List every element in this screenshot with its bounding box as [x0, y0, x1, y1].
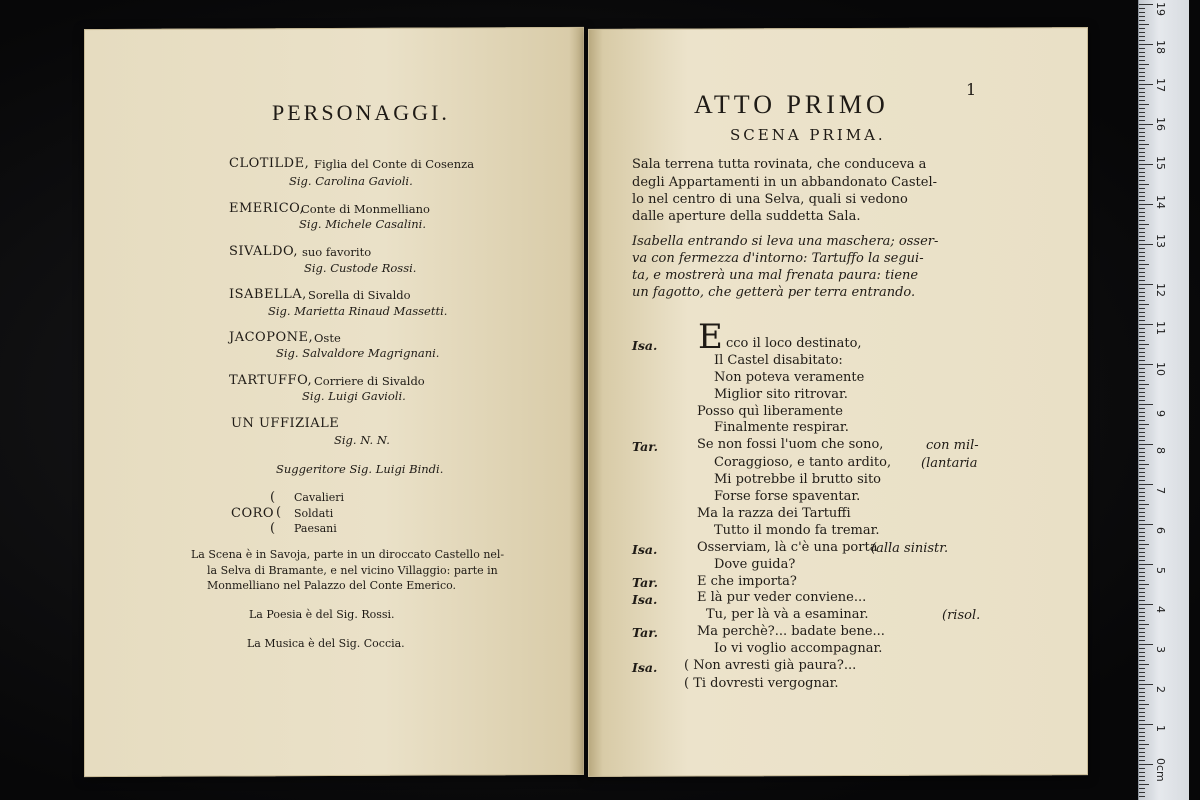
ruler-tick [1139, 712, 1145, 713]
personaggi-title: PERSONAGGI. [272, 100, 450, 125]
ruler-tick [1139, 524, 1153, 525]
ruler-tick [1139, 8, 1145, 9]
speaker-label: Isa. [632, 338, 658, 353]
ruler-tick [1139, 428, 1145, 429]
ruler-label: 10 [1154, 362, 1167, 376]
ruler-tick [1139, 788, 1145, 789]
verse-line: cco il loco destinato, [726, 336, 862, 351]
ruler-label: 0cm [1154, 758, 1167, 782]
ruler-tick [1139, 492, 1145, 493]
character-actor: Sig. Carolina Gavioli. [289, 174, 413, 188]
ruler-tick [1139, 100, 1145, 101]
setting-line: lo nel centro di una Selva, quali si vedono [632, 192, 908, 207]
ruler-tick [1139, 96, 1145, 97]
verse-line: Tutto il mondo fa tremar. [714, 523, 880, 538]
ruler-tick [1139, 276, 1145, 277]
ruler-tick [1139, 184, 1149, 185]
ruler-tick [1139, 684, 1153, 685]
verse-line: Non poteva veramente [714, 370, 865, 385]
ruler-tick [1139, 268, 1145, 269]
aside-note: (risol. [942, 608, 981, 623]
speaker-label: Isa. [632, 660, 658, 675]
ruler-tick [1139, 728, 1145, 729]
coro-item: Paesani [294, 522, 337, 535]
ruler-tick [1139, 296, 1145, 297]
verse-line: Io vi voglio accompagnar. [714, 641, 883, 656]
ruler-tick [1139, 360, 1145, 361]
ruler-tick [1139, 116, 1145, 117]
ruler-tick [1139, 252, 1145, 253]
setting-line: Sala terrena tutta rovinata, che conduceva a [632, 157, 927, 172]
ruler-label: 13 [1154, 234, 1167, 248]
ruler-label: 9 [1154, 410, 1167, 417]
ruler-tick [1139, 256, 1145, 257]
ruler-tick [1139, 112, 1145, 113]
ruler-tick [1139, 536, 1145, 537]
ruler-tick [1139, 628, 1145, 629]
ruler-tick [1139, 200, 1145, 201]
ruler-tick [1139, 104, 1149, 105]
ruler-tick [1139, 792, 1145, 793]
ruler-tick [1139, 344, 1149, 345]
ruler-tick [1139, 748, 1145, 749]
ruler-tick [1139, 512, 1145, 513]
ruler-tick [1139, 564, 1153, 565]
ruler-tick [1139, 752, 1145, 753]
ruler-label: 12 [1154, 283, 1167, 297]
speaker-label: Tar. [632, 575, 658, 590]
ruler-tick [1139, 704, 1149, 705]
setting-line: degli Appartamenti in un abbandonato Castel- [632, 175, 938, 190]
scene-line: La Scena è in Savoja, parte in un diroccato Castello nel- [191, 548, 505, 561]
ruler-tick [1139, 240, 1145, 241]
ruler-tick [1139, 620, 1145, 621]
verse-line: Ma la razza dei Tartuffi [697, 506, 851, 521]
ruler-tick [1139, 572, 1145, 573]
ruler-label: 16 [1154, 117, 1167, 131]
verse-line: Finalmente respirar. [714, 420, 849, 435]
ruler-tick [1139, 716, 1145, 717]
ruler-tick [1139, 624, 1149, 625]
character-name: CLOTILDE, [229, 156, 310, 171]
ruler-tick [1139, 124, 1153, 125]
ruler-tick [1139, 308, 1145, 309]
ruler-tick [1139, 220, 1145, 221]
character-actor: Sig. Luigi Gavioli. [302, 389, 406, 403]
ruler-tick [1139, 32, 1145, 33]
ruler-tick [1139, 732, 1145, 733]
verse-line: Ma perchè?... badate bene... [697, 624, 885, 639]
ruler-label: 19 [1154, 2, 1167, 16]
ruler-tick [1139, 740, 1145, 741]
character-role: Conte di Monmelliano [301, 202, 430, 216]
ruler-tick [1139, 316, 1145, 317]
ruler-tick [1139, 332, 1145, 333]
ruler-tick [1139, 76, 1145, 77]
ruler-tick [1139, 436, 1145, 437]
ruler-tick [1139, 292, 1145, 293]
ruler-tick [1139, 172, 1145, 173]
atto-title: ATTO PRIMO [694, 90, 889, 119]
ruler-tick [1139, 196, 1145, 197]
ruler-tick [1139, 140, 1145, 141]
character-role: Sorella di Sivaldo [308, 288, 411, 302]
ruler-label: 7 [1154, 487, 1167, 494]
ruler-tick [1139, 592, 1145, 593]
coro-item: Soldati [294, 507, 334, 520]
character-role: suo favorito [302, 245, 372, 259]
scene-line: Monmelliano nel Palazzo del Conte Emerico. [207, 579, 457, 592]
character-name: TARTUFFO, [229, 373, 313, 388]
ruler-tick [1139, 488, 1145, 489]
ruler-tick [1139, 208, 1145, 209]
ruler-tick [1139, 664, 1149, 665]
ruler-tick [1139, 24, 1149, 25]
verse-line: Miglior sito ritrovar. [714, 387, 848, 402]
poesia-credit: La Poesia è del Sig. Rossi. [249, 608, 395, 621]
ruler-tick [1139, 552, 1145, 553]
drop-cap: E [698, 317, 723, 357]
measuring-ruler [1138, 0, 1189, 800]
ruler-tick [1139, 72, 1145, 73]
ruler-tick [1139, 456, 1145, 457]
ruler-label: 11 [1154, 321, 1167, 335]
ruler-tick [1139, 212, 1145, 213]
character-name: JACOPONE, [229, 330, 314, 345]
ruler-label: 4 [1154, 606, 1167, 613]
ruler-tick [1139, 364, 1153, 365]
ruler-tick [1139, 468, 1145, 469]
ruler-tick [1139, 632, 1145, 633]
ruler-tick [1139, 52, 1145, 53]
character-actor: Sig. Marietta Rinaud Massetti. [268, 304, 448, 318]
ruler-tick [1139, 204, 1153, 205]
ruler-label: 18 [1154, 40, 1167, 54]
ruler-tick [1139, 548, 1145, 549]
ruler-tick [1139, 460, 1145, 461]
ruler-tick [1139, 16, 1145, 17]
ruler-tick [1139, 776, 1145, 777]
ruler-tick [1139, 148, 1145, 149]
ruler-tick [1139, 300, 1145, 301]
speaker-label: Tar. [632, 625, 658, 640]
ruler-tick [1139, 48, 1145, 49]
ruler-tick [1139, 348, 1145, 349]
ruler-tick [1139, 396, 1145, 397]
ruler-tick [1139, 136, 1145, 137]
ruler-tick [1139, 604, 1153, 605]
ruler-tick [1139, 644, 1153, 645]
ruler-tick [1139, 12, 1145, 13]
ruler-tick [1139, 28, 1145, 29]
ruler-tick [1139, 284, 1153, 285]
ruler-tick [1139, 680, 1145, 681]
ruler-tick [1139, 236, 1145, 237]
stage-line: un fagotto, che getterà per terra entrando. [632, 285, 916, 300]
ruler-tick [1139, 452, 1145, 453]
ruler-tick [1139, 272, 1145, 273]
ruler-tick [1139, 60, 1145, 61]
verse-line: Osserviam, là c'è una porta [697, 540, 878, 555]
ruler-tick [1139, 248, 1145, 249]
ruler-tick [1139, 480, 1145, 481]
ruler-label: 14 [1154, 195, 1167, 209]
ruler-tick [1139, 768, 1145, 769]
ruler-tick [1139, 88, 1145, 89]
aside-note: (lantaria [921, 456, 978, 471]
ruler-tick [1139, 36, 1145, 37]
ruler-tick [1139, 556, 1145, 557]
character-name: UN UFFIZIALE [231, 416, 340, 431]
ruler-label: 6 [1154, 527, 1167, 534]
ruler-tick [1139, 636, 1145, 637]
ruler-tick [1139, 264, 1149, 265]
ruler-tick [1139, 120, 1145, 121]
ruler-tick [1139, 756, 1145, 757]
ruler-tick [1139, 544, 1149, 545]
ruler-label: 3 [1154, 646, 1167, 653]
ruler-tick [1139, 416, 1145, 417]
verse-line: Dove guida? [714, 557, 796, 572]
ruler-tick [1139, 640, 1145, 641]
speaker-label: Isa. [632, 542, 658, 557]
ruler-tick [1139, 192, 1145, 193]
character-name: EMERICO, [229, 201, 305, 216]
verse-line: E là pur veder conviene... [697, 590, 867, 605]
ruler-tick [1139, 376, 1145, 377]
ruler-tick [1139, 216, 1145, 217]
ruler-tick [1139, 260, 1145, 261]
ruler-tick [1139, 696, 1145, 697]
ruler-tick [1139, 676, 1145, 677]
ruler-tick [1139, 796, 1145, 797]
ruler-tick [1139, 588, 1145, 589]
ruler-tick [1139, 144, 1149, 145]
ruler-label: 15 [1154, 156, 1167, 170]
ruler-tick [1139, 156, 1145, 157]
ruler-tick [1139, 164, 1153, 165]
ruler-tick [1139, 280, 1145, 281]
character-role: Corriere di Sivaldo [314, 374, 425, 388]
ruler-label: 8 [1154, 447, 1167, 454]
ruler-tick [1139, 328, 1145, 329]
ruler-tick [1139, 484, 1153, 485]
ruler-tick [1139, 56, 1145, 57]
ruler-tick [1139, 500, 1145, 501]
ruler-tick [1139, 652, 1145, 653]
brace-icon: ( [270, 521, 276, 536]
ruler-tick [1139, 424, 1149, 425]
ruler-tick [1139, 128, 1145, 129]
ruler-tick [1139, 340, 1145, 341]
ruler-tick [1139, 472, 1145, 473]
ruler-tick [1139, 504, 1149, 505]
ruler-tick [1139, 20, 1145, 21]
ruler-tick [1139, 744, 1149, 745]
ruler-tick [1139, 584, 1149, 585]
aside-note: con mil- [926, 438, 979, 453]
verse-line: Tu, per là và a esaminar. [706, 607, 869, 622]
ruler-tick [1139, 412, 1145, 413]
ruler-tick [1139, 232, 1145, 233]
scena-title: SCENA PRIMA. [730, 126, 886, 144]
speaker-label: Tar. [632, 439, 658, 454]
ruler-tick [1139, 720, 1145, 721]
ruler-tick [1139, 540, 1145, 541]
ruler-tick [1139, 336, 1145, 337]
stage-line: va con fermezza d'intorno: Tartuffo la segui- [632, 251, 924, 266]
page-number: 1 [966, 80, 977, 99]
ruler-tick [1139, 656, 1145, 657]
ruler-tick [1139, 392, 1145, 393]
stage-line: ta, e mostrerà una mal frenata paura: tiene [632, 268, 919, 283]
ruler-tick [1139, 404, 1153, 405]
ruler-tick [1139, 764, 1153, 765]
ruler-tick [1139, 352, 1145, 353]
character-role: Figlia del Conte di Cosenza [314, 157, 475, 171]
ruler-tick [1139, 4, 1153, 5]
ruler-tick [1139, 288, 1145, 289]
ruler-tick [1139, 568, 1145, 569]
scene-line: la Selva di Bramante, e nel vicino Villaggio: parte in [207, 564, 498, 577]
ruler-tick [1139, 600, 1145, 601]
ruler-tick [1139, 444, 1153, 445]
ruler-tick [1139, 580, 1145, 581]
ruler-label: 2 [1154, 686, 1167, 693]
stage-line: Isabella entrando si leva una maschera; osser- [632, 234, 939, 249]
character-name: ISABELLA, [229, 287, 307, 302]
ruler-tick [1139, 708, 1145, 709]
ruler-tick [1139, 380, 1145, 381]
ruler-tick [1139, 700, 1145, 701]
ruler-label: 17 [1154, 78, 1167, 92]
verse-line: Mi potrebbe il brutto sito [714, 472, 881, 487]
ruler-tick [1139, 780, 1145, 781]
ruler-tick [1139, 508, 1145, 509]
ruler-tick [1139, 64, 1149, 65]
ruler-tick [1139, 160, 1145, 161]
ruler-label: 5 [1154, 567, 1167, 574]
ruler-tick [1139, 84, 1153, 85]
ruler-tick [1139, 420, 1145, 421]
ruler-tick [1139, 92, 1145, 93]
verse-line: Coraggioso, e tanto ardito, [714, 455, 892, 470]
ruler-tick [1139, 736, 1145, 737]
ruler-tick [1139, 388, 1145, 389]
verse-line: Posso quì liberamente [697, 404, 843, 419]
musica-credit: La Musica è del Sig. Coccia. [247, 637, 405, 650]
ruler-tick [1139, 224, 1149, 225]
verse-line: Forse forse spaventar. [714, 489, 861, 504]
ruler-tick [1139, 576, 1145, 577]
ruler-tick [1139, 612, 1145, 613]
ruler-tick [1139, 516, 1145, 517]
ruler-tick [1139, 40, 1145, 41]
character-actor: Sig. Michele Casalini. [299, 217, 426, 231]
character-actor: Sig. N. N. [334, 433, 390, 447]
ruler-tick [1139, 672, 1145, 673]
ruler-tick [1139, 132, 1145, 133]
ruler-tick [1139, 152, 1145, 153]
ruler-tick [1139, 304, 1149, 305]
ruler-tick [1139, 520, 1145, 521]
ruler-tick [1139, 448, 1145, 449]
verse-line: ( Non avresti già paura?... [684, 658, 857, 673]
ruler-tick [1139, 608, 1145, 609]
ruler-tick [1139, 108, 1145, 109]
verse-line: E che importa? [697, 574, 797, 589]
suggeritore: Suggeritore Sig. Luigi Bindi. [276, 462, 444, 476]
ruler-label: 1 [1154, 725, 1167, 732]
ruler-tick [1139, 372, 1145, 373]
verse-line: Il Castel disabitato: [714, 353, 843, 368]
ruler-tick [1139, 648, 1145, 649]
ruler-tick [1139, 760, 1145, 761]
ruler-tick [1139, 176, 1145, 177]
ruler-tick [1139, 432, 1145, 433]
ruler-tick [1139, 228, 1145, 229]
character-role: Oste [314, 331, 341, 345]
ruler-tick [1139, 384, 1149, 385]
character-name: SIVALDO, [229, 244, 299, 259]
aside-note: (alla sinistr. [871, 541, 949, 556]
ruler-tick [1139, 528, 1145, 529]
ruler-tick [1139, 312, 1145, 313]
ruler-tick [1139, 80, 1145, 81]
character-actor: Sig. Custode Rossi. [304, 261, 417, 275]
ruler-tick [1139, 692, 1145, 693]
ruler-tick [1139, 560, 1145, 561]
ruler-tick [1139, 408, 1145, 409]
character-actor: Sig. Salvaldore Magrignani. [276, 346, 440, 360]
brace-icon: ( [276, 505, 282, 520]
ruler-tick [1139, 532, 1145, 533]
ruler-tick [1139, 320, 1145, 321]
brace-icon: ( [270, 490, 276, 505]
ruler-tick [1139, 724, 1153, 725]
ruler-tick [1139, 356, 1145, 357]
ruler-tick [1139, 400, 1145, 401]
ruler-tick [1139, 596, 1145, 597]
verse-line: ( Ti dovresti vergognar. [684, 676, 839, 691]
ruler-tick [1139, 668, 1145, 669]
ruler-tick [1139, 660, 1145, 661]
ruler-tick [1139, 496, 1145, 497]
coro-label: CORO [231, 506, 275, 521]
ruler-tick [1139, 180, 1145, 181]
setting-line: dalle aperture della suddetta Sala. [632, 209, 861, 224]
speaker-label: Isa. [632, 592, 658, 607]
ruler-tick [1139, 44, 1153, 45]
coro-item: Cavalieri [294, 491, 345, 504]
ruler-tick [1139, 244, 1153, 245]
ruler-tick [1139, 688, 1145, 689]
ruler-tick [1139, 324, 1153, 325]
ruler-tick [1139, 368, 1145, 369]
ruler-tick [1139, 168, 1145, 169]
ruler-tick [1139, 464, 1149, 465]
ruler-tick [1139, 616, 1145, 617]
ruler-tick [1139, 440, 1145, 441]
ruler-tick [1139, 784, 1149, 785]
ruler-tick [1139, 476, 1145, 477]
ruler-tick [1139, 772, 1145, 773]
verse-line: Se non fossi l'uom che sono, [697, 437, 884, 452]
ruler-tick [1139, 188, 1145, 189]
ruler-tick [1139, 68, 1145, 69]
